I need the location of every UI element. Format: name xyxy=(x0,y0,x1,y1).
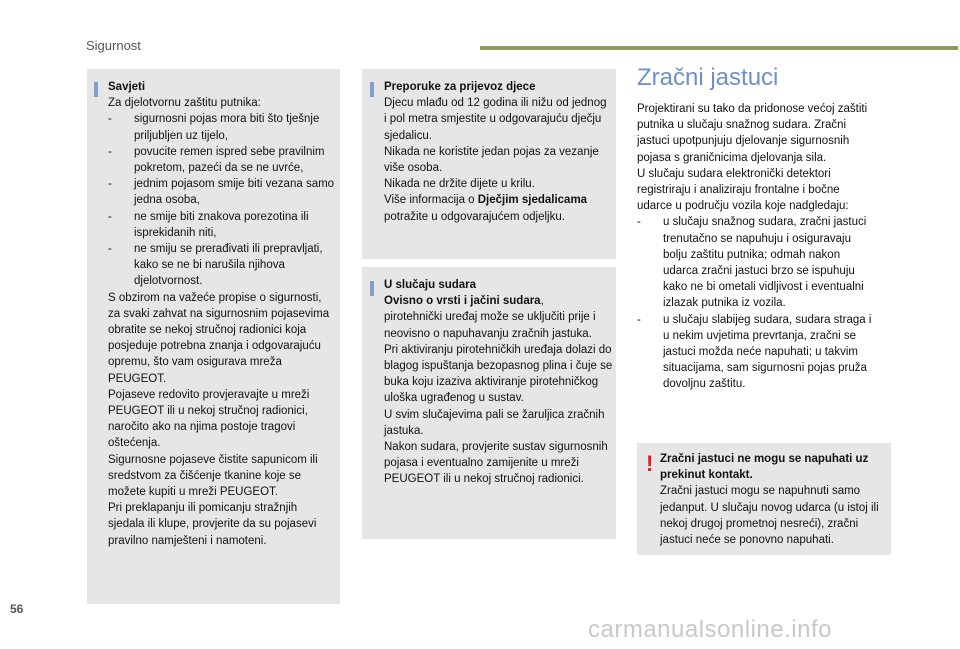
collision-body: pirotehnički uređaj može se uključiti prije i neovisno o napuhavanju zračnih jastuka. Pri aktiviranju pirotehničkih uređaja dolazi do blagog ispuštanja bezopasnog plina i čuje se buka koju izaziva aktiviranje pirotehničkog uloška ugrađenog u sustav. U svim slučajevima pali se žaruljica zračnih jastuka. Nakon sudara, provjerite sustav sigurnosnih pojasa i eventualno zamijenite u mreži PEUGEOT ili u nekoj stručnoj radionici. xyxy=(384,311,613,486)
list-item: - ne smije biti znakova porezotina ili isprekidanih niti, xyxy=(108,210,309,239)
list-item: - sigurnosni pojas mora biti što tješnje priljubljen uz tijelo, xyxy=(108,113,320,142)
warning-body: Zračni jastuci mogu se napuhnuti samo jedanput. U slučaju novog udarca (u istoj ili nekoj drugoj prometnoj nesreći), zračni jastuci neće se ponovno napuhati. xyxy=(660,485,879,547)
airbag-text xyxy=(637,101,873,393)
info-marker-icon xyxy=(94,82,98,97)
page-heading: Zračni jastuci xyxy=(637,64,779,91)
list-item: - ne smiju se prerađivati ili prepravljati, kako se ne bi narušila njihova djelotvornost. xyxy=(108,243,323,288)
tips-box xyxy=(87,69,340,604)
watermark: carmanualsonline.info xyxy=(588,616,832,643)
list-item: - u slučaju snažnog sudara, zračni jastuci trenutačno se napuhuju i osiguravaju bolju zaštitu putnika; odmah nakon udarca zračni jastuci brzo se ispuhuju kako ne bi ometali vidljivost i eventualni izlazak putnika iz vozila. xyxy=(637,216,867,310)
tips-intro: Za djelotvornu zaštitu putnika: xyxy=(108,97,261,110)
collision-box xyxy=(362,267,616,539)
info-marker-icon xyxy=(370,82,374,97)
airbag-intro: Projektirani su tako da pridonose većoj zaštiti putnika u slučaju snažnog sudara. Zračni jastuci upotpunjuju djelovanje sigurnosnih pojasa s graničnicima djelovanja sila. U slučaju sudara elektronički detektori registriraju i analiziraju frontalne i bočne udarce u području vozila koje nadgledaju: xyxy=(637,103,868,213)
warning-box xyxy=(637,443,891,555)
list-item: - povucite remen ispred sebe pravilnim pokretom, pazeći da se ne uvrće, xyxy=(108,145,325,175)
info-marker-icon xyxy=(370,281,374,296)
child-transport-body: Djecu mlađu od 12 godina ili nižu od jednog i pol metra smjestite u odgovarajuću dječju sjedalicu. Nikada ne koristite jedan pojas za vezanje više osoba. Nikada ne držite dijete u krilu. Više informacija o Dječjim sjedalicama potražite u odgovarajućem odjeljku. xyxy=(384,97,607,223)
page-number: 56 xyxy=(10,602,24,616)
header-accent-bar xyxy=(480,46,958,50)
warning-title: Zračni jastuci ne mogu se napuhati uz prekinut kontakt. xyxy=(660,453,869,482)
collision-subtitle: Ovisno o vrsti i jačini sudara, xyxy=(384,295,544,308)
warning-icon: ! xyxy=(646,451,654,476)
child-transport-box xyxy=(362,69,616,259)
list-item: - jednim pojasom smije biti vezana samo jedna osoba, xyxy=(108,178,335,207)
collision-title: U slučaju sudara xyxy=(384,279,477,291)
section-title: Sigurnost xyxy=(86,38,141,53)
child-transport-title: Preporuke za prijevoz djece xyxy=(384,81,536,93)
list-item: - u slučaju slabijeg sudara, sudara straga i u nekim uvjetima prevrtanja, zračni se jastuci možda neće napuhati; u takvim situacijama, sam sigurnosni pojas pruža dovoljnu zaštitu. xyxy=(637,313,872,391)
tips-body: S obzirom na važeće propise o sigurnosti, za svaki zahvat na sigurnosnim pojasevima obratite se nekoj stručnoj radionici koja posjeduje potrebna znanja i odgovarajuću opremu, što vam osigurava mreža PEUGEOT. Pojaseve redovito provjeravajte u mreži PEUGEOT ili u nekoj stručnoj radionici, naročito ako na njima postoje tragovi oštećenja. Sigurnosne pojaseve čistite sapunicom ili sredstvom za čišćenje tkanine koje se možete kupiti u mreži PEUGEOT. Pri preklapanju ili pomicanju stražnjih sjedala ili klupe, provjerite da su pojasevi pravilno namješteni i namoteni. xyxy=(108,291,330,547)
tips-title: Savjeti xyxy=(108,81,146,93)
